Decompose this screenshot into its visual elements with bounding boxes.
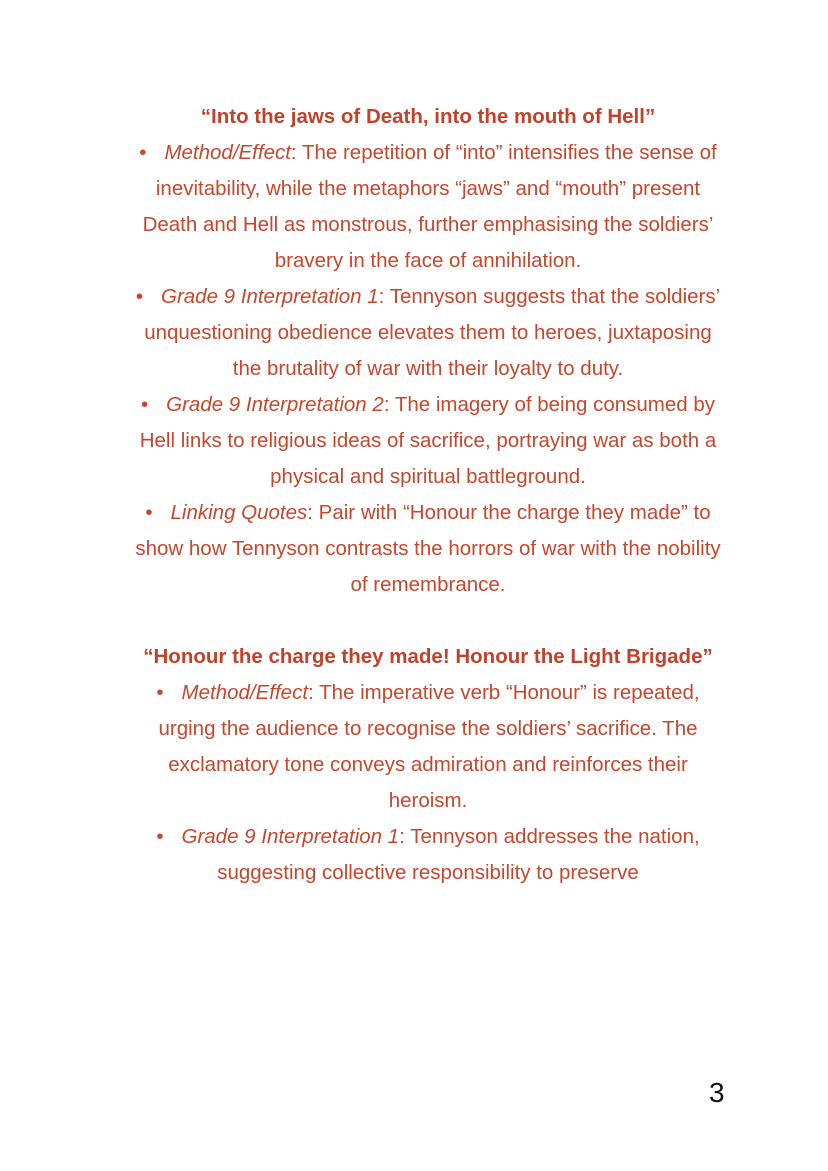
document-body	[128, 99, 728, 891]
item-text: : The imperative verb “Honour” is repeated, urging the audience to recognise the soldiers’ sacrifice. The exclamatory tone conveys admiration and reinforces their heroism.	[158, 681, 700, 812]
quote-section-2	[128, 639, 728, 891]
item-text: : The imagery of being consumed by Hell links to religious ideas of sacrifice, portraying war as both a physical and spiritual battleground.	[139, 393, 717, 488]
quote-heading: “Into the jaws of Death, into the mouth of Hell”	[200, 105, 656, 128]
bullet-icon: •	[140, 393, 149, 416]
quote-heading: “Honour the charge they made! Honour the Light Brigade”	[143, 645, 713, 668]
section-spacer	[128, 603, 728, 639]
analysis-item	[128, 675, 728, 819]
bullet-icon: •	[139, 141, 147, 164]
analysis-item	[128, 387, 728, 495]
bullet-icon: •	[156, 681, 164, 704]
bullet-icon: •	[156, 825, 164, 848]
item-text: : Pair with “Honour the charge they made” to show how Tennyson contrasts the horrors of war with the nobility of remembrance.	[135, 501, 721, 596]
item-text: : Tennyson addresses the nation, suggesting collective responsibility to preserve	[217, 825, 700, 884]
analysis-item	[128, 279, 728, 387]
item-label: Grade 9 Interpretation 2	[166, 393, 384, 416]
bullet-icon: •	[135, 285, 143, 308]
item-text: : The repetition of “into” intensifies the sense of inevitability, while the metaphors “jaws” and “mouth” present Death and Hell as monstrous, further emphasising the soldiers’ bravery in the face of annihilation.	[142, 141, 717, 272]
item-label: Method/Effect	[164, 141, 291, 164]
item-label: Grade 9 Interpretation 1	[161, 285, 379, 308]
analysis-item	[128, 135, 728, 279]
item-text: : Tennyson suggests that the soldiers’ unquestioning obedience elevates them to heroes, juxtaposing the brutality of war with their loyalty to duty.	[144, 285, 721, 380]
bullet-icon: •	[145, 501, 153, 524]
item-label: Grade 9 Interpretation 1	[181, 825, 400, 848]
item-label: Method/Effect	[181, 681, 309, 704]
analysis-item	[128, 819, 728, 891]
item-label: Linking Quotes	[170, 501, 308, 524]
analysis-item	[128, 495, 728, 603]
page-number: 3	[709, 1077, 725, 1108]
quote-section-1	[128, 99, 728, 603]
